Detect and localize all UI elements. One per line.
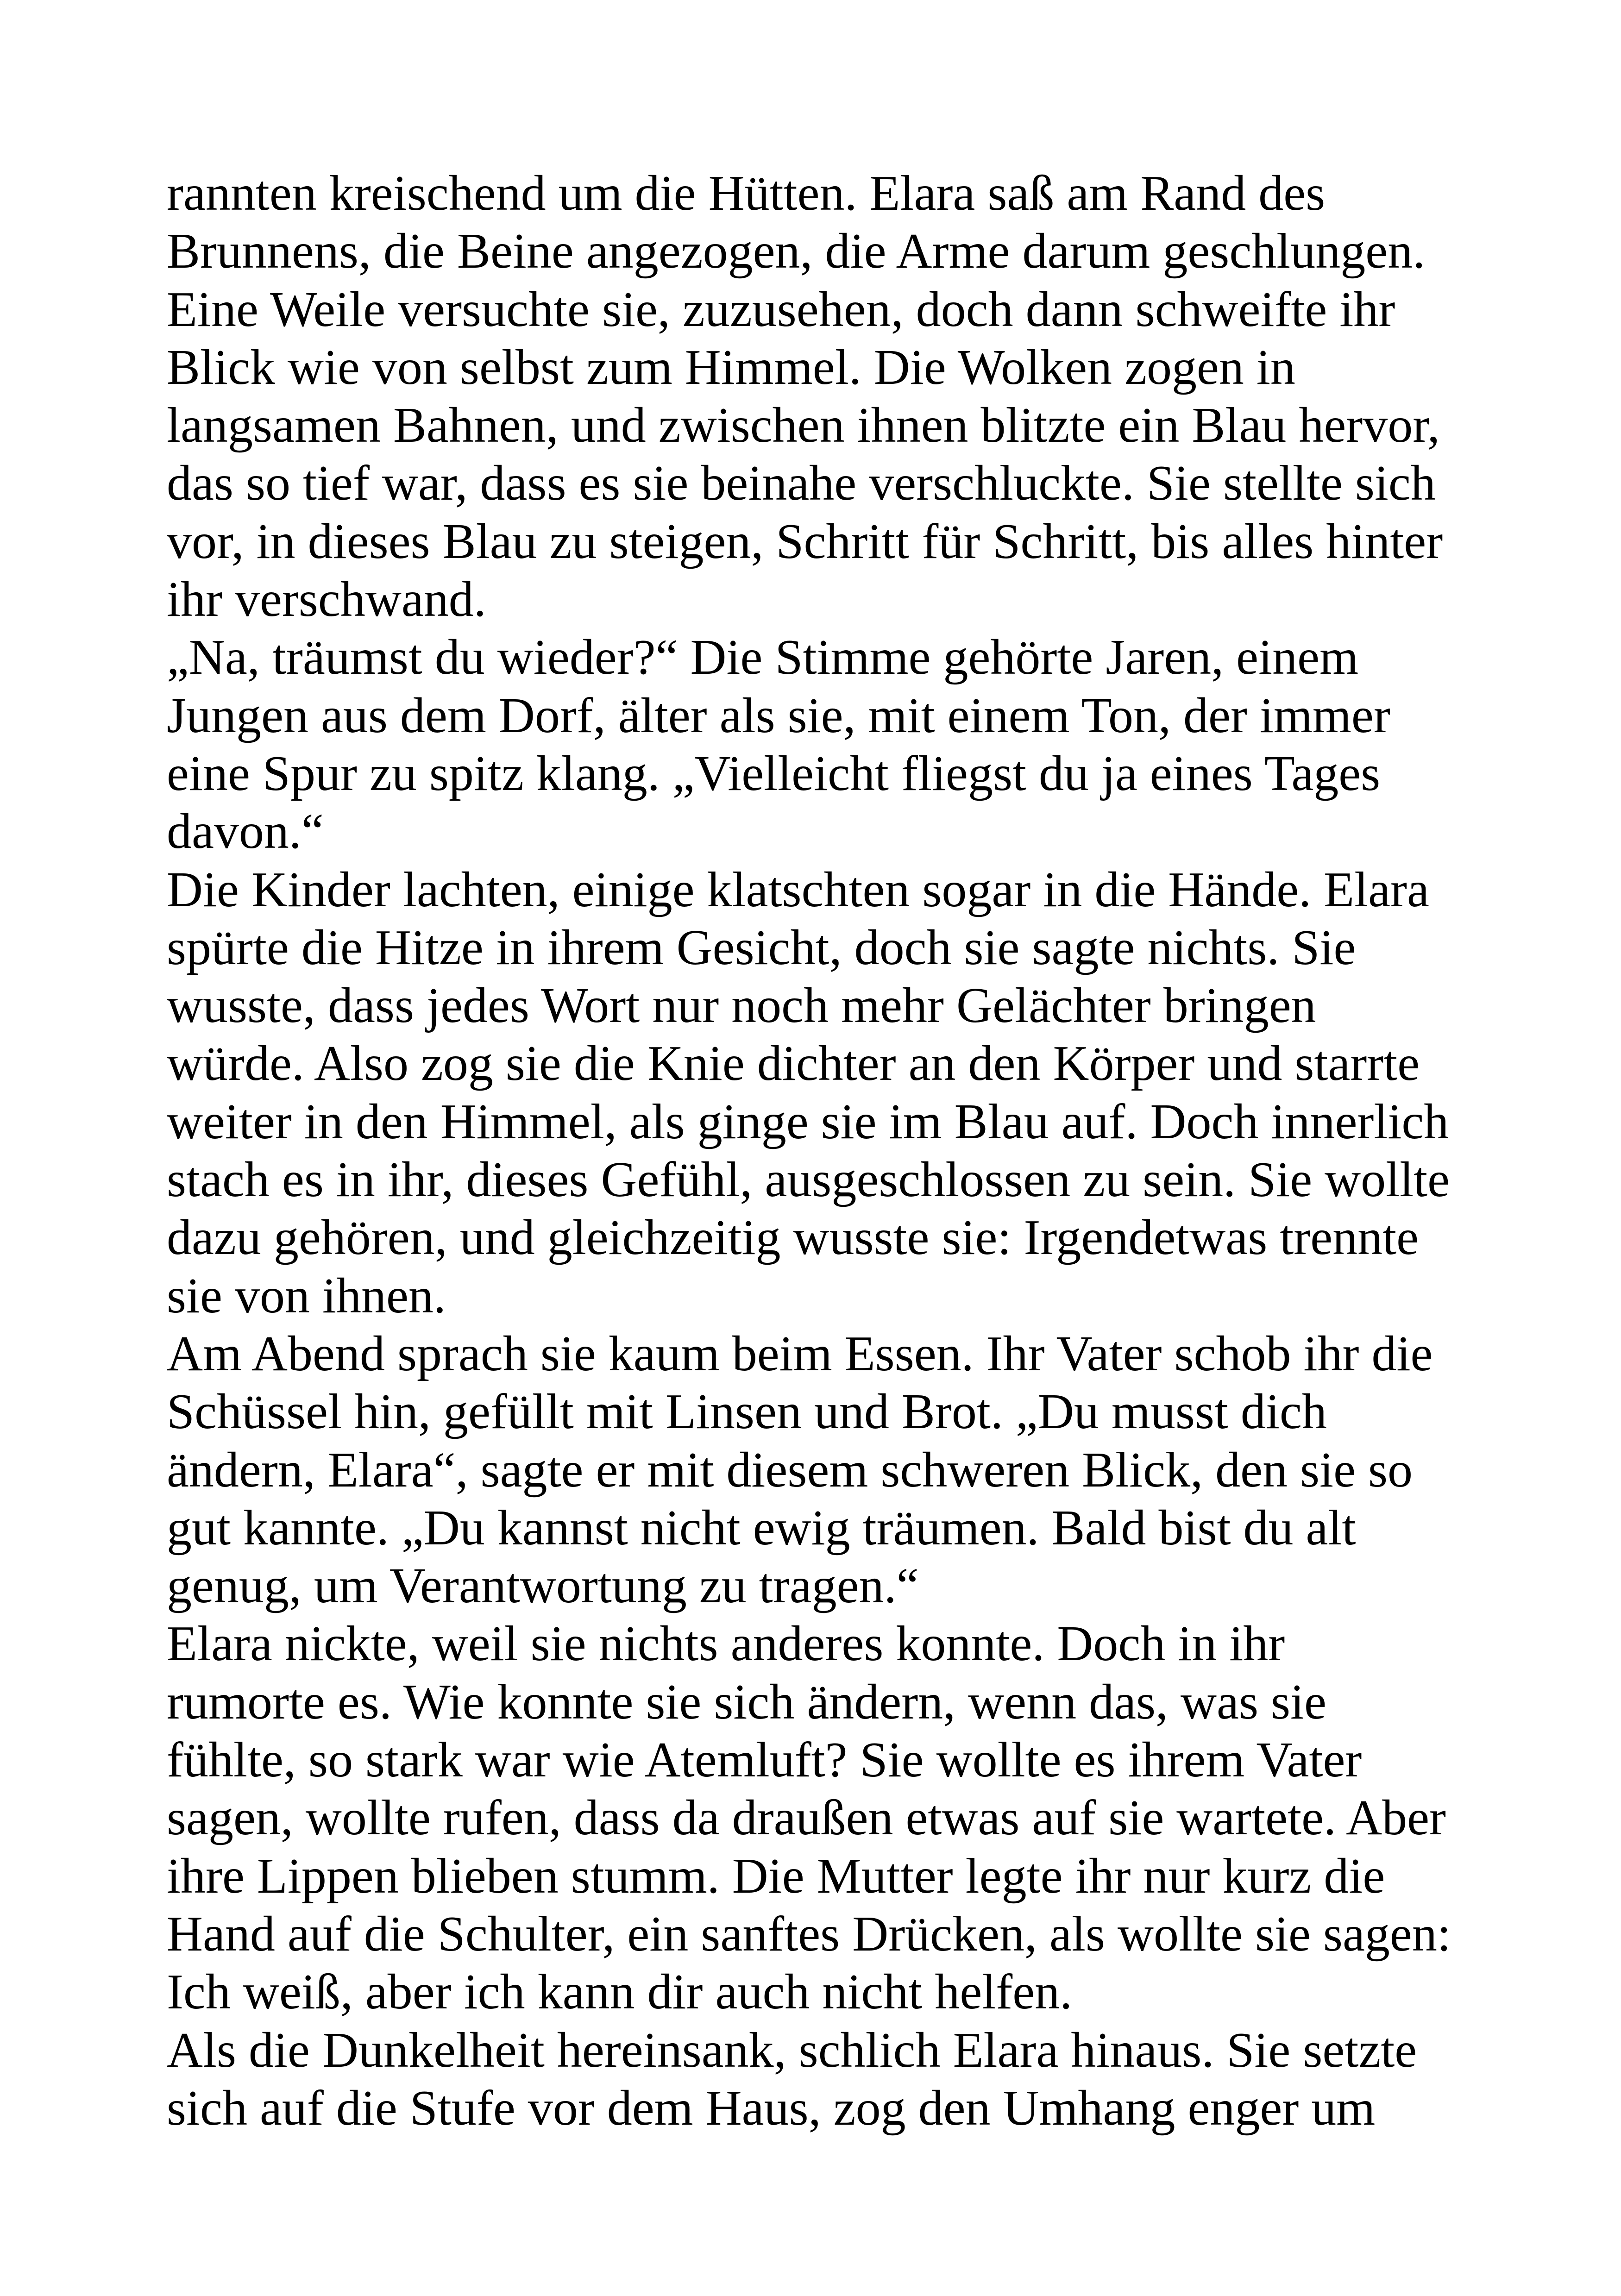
text-line: davon.“ <box>167 804 324 859</box>
text-line: würde. Also zog sie die Knie dichter an den Körper und starrte <box>167 1036 1420 1092</box>
text-line: langsamen Bahnen, und zwischen ihnen blitzte ein Blau hervor, <box>167 398 1440 453</box>
text-line: sagen, wollte rufen, dass da draußen etwas auf sie wartete. Aber <box>167 1790 1446 1846</box>
text-line: dazu gehören, und gleichzeitig wusste sie: Irgendetwas trennte <box>167 1210 1419 1266</box>
text-line: wusste, dass jedes Wort nur noch mehr Gelächter bringen <box>167 978 1316 1034</box>
text-line: sich auf die Stufe vor dem Haus, zog den Umhang enger um <box>167 2080 1376 2136</box>
text-line: das so tief war, dass es sie beinahe verschluckte. Sie stellte sich <box>167 456 1436 511</box>
text-line: „Na, träumst du wieder?“ Die Stimme gehörte Jaren, einem <box>167 630 1359 685</box>
text-line: Brunnens, die Beine angezogen, die Arme darum geschlungen. <box>167 224 1426 279</box>
text-line: Schüssel hin, gefüllt mit Linsen und Brot. „Du musst dich <box>167 1384 1327 1440</box>
text-line: Hand auf die Schulter, ein sanftes Drücken, als wollte sie sagen: <box>167 1906 1451 1962</box>
text-line: Eine Weile versuchte sie, zuzusehen, doch dann schweifte ihr <box>167 282 1395 337</box>
text-line: Elara nickte, weil sie nichts anderes konnte. Doch in ihr <box>167 1616 1285 1672</box>
text-line: ändern, Elara“, sagte er mit diesem schweren Blick, den sie so <box>167 1442 1413 1498</box>
text-line: weiter in den Himmel, als ginge sie im Blau auf. Doch innerlich <box>167 1094 1449 1149</box>
text-line: ihr verschwand. <box>167 572 486 627</box>
text-line: spürte die Hitze in ihrem Gesicht, doch sie sagte nichts. Sie <box>167 920 1356 975</box>
text-line: ihre Lippen blieben stumm. Die Mutter legte ihr nur kurz die <box>167 1848 1385 1904</box>
text-line: rumorte es. Wie konnte sie sich ändern, wenn das, was sie <box>167 1674 1326 1730</box>
body-text <box>167 164 1510 2137</box>
text-line: Als die Dunkelheit hereinsank, schlich Elara hinaus. Sie setzte <box>167 2022 1417 2078</box>
text-line: Die Kinder lachten, einige klatschten sogar in die Hände. Elara <box>167 862 1429 917</box>
text-line: fühlte, so stark war wie Atemluft? Sie wollte es ihrem Vater <box>167 1732 1362 1788</box>
text-line: genug, um Verantwortung zu tragen.“ <box>167 1558 919 1614</box>
text-line: stach es in ihr, dieses Gefühl, ausgeschlossen zu sein. Sie wollte <box>167 1152 1450 1208</box>
text-line: Am Abend sprach sie kaum beim Essen. Ihr Vater schob ihr die <box>167 1326 1433 1381</box>
text-line: eine Spur zu spitz klang. „Vielleicht fliegst du ja eines Tages <box>167 746 1381 801</box>
text-line: Blick wie von selbst zum Himmel. Die Wolken zogen in <box>167 339 1295 395</box>
text-line: sie von ihnen. <box>167 1268 446 1324</box>
text-line: Jungen aus dem Dorf, älter als sie, mit einem Ton, der immer <box>167 688 1390 743</box>
text-line: vor, in dieses Blau zu steigen, Schritt für Schritt, bis alles hinter <box>167 514 1443 569</box>
text-line: Ich weiß, aber ich kann dir auch nicht helfen. <box>167 1964 1073 2020</box>
text-line: gut kannte. „Du kannst nicht ewig träumen. Bald bist du alt <box>167 1500 1356 1556</box>
text-line: rannten kreischend um die Hütten. Elara saß am Rand des <box>167 166 1326 221</box>
